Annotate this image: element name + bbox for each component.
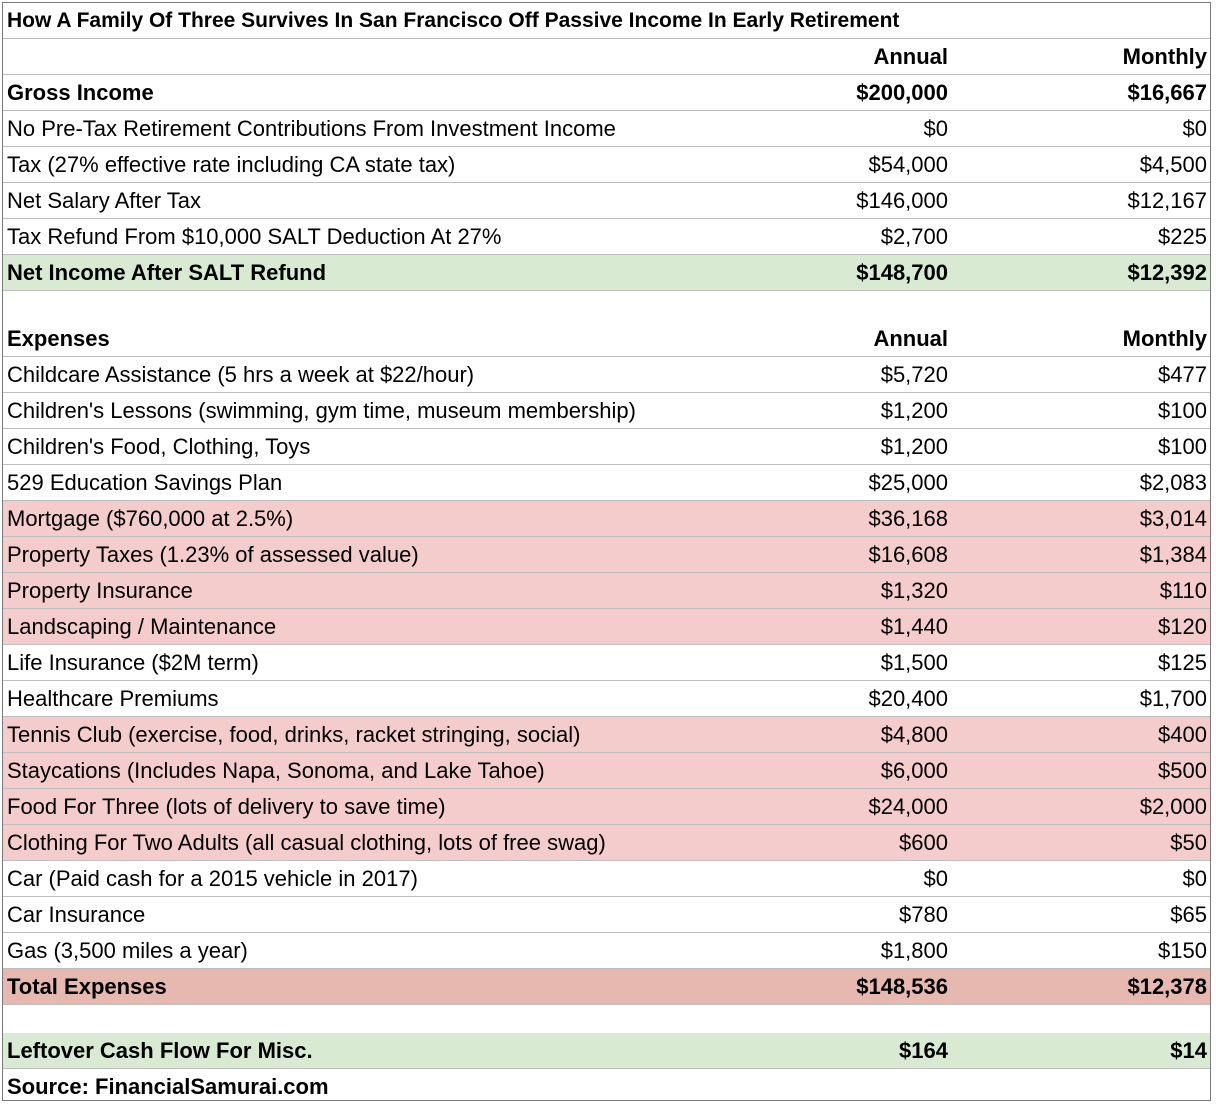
expense-monthly: $50 bbox=[1170, 830, 1207, 855]
expense-monthly: $100 bbox=[1158, 398, 1207, 423]
income-label: Tax (27% effective rate including CA state tax) bbox=[7, 152, 456, 177]
expense-annual: $16,608 bbox=[868, 542, 948, 567]
expense-annual: $25,000 bbox=[868, 470, 948, 495]
expense-row bbox=[3, 645, 1210, 681]
expense-row bbox=[3, 861, 1210, 897]
expense-annual: $0 bbox=[923, 866, 948, 891]
income-annual: $0 bbox=[923, 116, 948, 141]
expense-annual: $1,200 bbox=[880, 398, 948, 423]
expense-row bbox=[3, 429, 1210, 465]
income-label: Net Income After SALT Refund bbox=[7, 260, 327, 285]
expenses-header-row bbox=[3, 321, 1210, 357]
annual-header: Annual bbox=[873, 326, 948, 351]
income-annual: $146,000 bbox=[856, 188, 948, 213]
income-annual: $200,000 bbox=[856, 80, 948, 105]
source-note: Source: FinancialSamurai.com bbox=[7, 1074, 329, 1099]
income-label: Net Salary After Tax bbox=[7, 188, 202, 213]
expense-label: Property Taxes (1.23% of assessed value) bbox=[7, 542, 419, 567]
expense-row bbox=[3, 969, 1210, 1005]
expense-label: Mortgage ($760,000 at 2.5%) bbox=[7, 506, 294, 531]
expense-annual: $1,320 bbox=[880, 578, 948, 603]
expense-row bbox=[3, 681, 1210, 717]
income-row bbox=[3, 147, 1210, 183]
income-monthly: $0 bbox=[1182, 116, 1207, 141]
expense-annual: $6,000 bbox=[880, 758, 948, 783]
income-monthly: $12,392 bbox=[1127, 260, 1207, 285]
expense-monthly: $125 bbox=[1158, 650, 1207, 675]
expense-row bbox=[3, 789, 1210, 825]
income-monthly: $12,167 bbox=[1127, 188, 1207, 213]
income-monthly: $16,667 bbox=[1127, 80, 1207, 105]
income-row bbox=[3, 255, 1210, 291]
expense-annual: $1,800 bbox=[880, 938, 948, 963]
expense-row bbox=[3, 897, 1210, 933]
expense-label: Tennis Club (exercise, food, drinks, racket stringing, social) bbox=[7, 722, 581, 747]
expense-annual: $20,400 bbox=[868, 686, 948, 711]
expense-row bbox=[3, 825, 1210, 861]
income-label: No Pre-Tax Retirement Contributions From Investment Income bbox=[7, 116, 616, 141]
expense-annual: $4,800 bbox=[880, 722, 948, 747]
income-monthly: $225 bbox=[1158, 224, 1207, 249]
expense-label: Life Insurance ($2M term) bbox=[7, 650, 259, 675]
expense-label: Healthcare Premiums bbox=[7, 686, 219, 711]
leftover-row bbox=[3, 1033, 1210, 1069]
expense-row bbox=[3, 465, 1210, 501]
annual-header: Annual bbox=[873, 44, 948, 69]
budget-table bbox=[2, 2, 1211, 1101]
expense-label: Total Expenses bbox=[7, 974, 167, 999]
expense-monthly: $100 bbox=[1158, 434, 1207, 459]
expense-row bbox=[3, 393, 1210, 429]
expense-annual: $780 bbox=[899, 902, 948, 927]
expense-annual: $1,440 bbox=[880, 614, 948, 639]
expense-row bbox=[3, 933, 1210, 969]
income-row bbox=[3, 183, 1210, 219]
expense-row bbox=[3, 609, 1210, 645]
expense-row bbox=[3, 573, 1210, 609]
expense-monthly: $65 bbox=[1170, 902, 1207, 927]
expense-monthly: $400 bbox=[1158, 722, 1207, 747]
title-row bbox=[3, 3, 1210, 39]
expense-monthly: $3,014 bbox=[1139, 506, 1207, 531]
expense-monthly: $2,083 bbox=[1139, 470, 1207, 495]
expense-annual: $24,000 bbox=[868, 794, 948, 819]
expense-label: Children's Food, Clothing, Toys bbox=[7, 434, 311, 459]
expense-monthly: $2,000 bbox=[1139, 794, 1207, 819]
income-label: Tax Refund From $10,000 SALT Deduction At 27% bbox=[7, 224, 502, 249]
expense-row bbox=[3, 501, 1210, 537]
leftover-annual: $164 bbox=[899, 1038, 948, 1063]
income-row bbox=[3, 75, 1210, 111]
income-annual: $54,000 bbox=[868, 152, 948, 177]
expense-label: Car (Paid cash for a 2015 vehicle in 2017) bbox=[7, 866, 418, 891]
expense-monthly: $1,700 bbox=[1139, 686, 1207, 711]
expense-annual: $600 bbox=[899, 830, 948, 855]
source-row bbox=[3, 1069, 1210, 1105]
expense-label: Childcare Assistance (5 hrs a week at $22/hour) bbox=[7, 362, 475, 387]
expense-monthly: $12,378 bbox=[1127, 974, 1207, 999]
expense-label: Children's Lessons (swimming, gym time, museum membership) bbox=[7, 398, 636, 423]
expenses-header-label: Expenses bbox=[7, 326, 110, 351]
expense-label: Gas (3,500 miles a year) bbox=[7, 938, 248, 963]
expense-row bbox=[3, 537, 1210, 573]
expense-annual: $148,536 bbox=[856, 974, 948, 999]
expense-monthly: $0 bbox=[1182, 866, 1207, 891]
table-title: How A Family Of Three Survives In San Francisco Off Passive Income In Early Retirement bbox=[7, 9, 900, 32]
income-monthly: $4,500 bbox=[1139, 152, 1207, 177]
expense-label: Clothing For Two Adults (all casual clothing, lots of free swag) bbox=[7, 830, 606, 855]
expense-row bbox=[3, 753, 1210, 789]
expense-monthly: $500 bbox=[1158, 758, 1207, 783]
expense-annual: $1,200 bbox=[880, 434, 948, 459]
income-row bbox=[3, 219, 1210, 255]
expense-label: Landscaping / Maintenance bbox=[7, 614, 277, 639]
expense-monthly: $110 bbox=[1159, 578, 1207, 603]
income-header-row bbox=[3, 39, 1210, 75]
leftover-monthly: $14 bbox=[1170, 1038, 1207, 1063]
expense-annual: $36,168 bbox=[868, 506, 948, 531]
expense-label: Property Insurance bbox=[7, 578, 193, 603]
expense-annual: $1,500 bbox=[880, 650, 948, 675]
expense-label: Staycations (Includes Napa, Sonoma, and Lake Tahoe) bbox=[7, 758, 545, 783]
expense-label: Food For Three (lots of delivery to save time) bbox=[7, 794, 446, 819]
expense-label: Car Insurance bbox=[7, 902, 146, 927]
leftover-label: Leftover Cash Flow For Misc. bbox=[7, 1038, 313, 1063]
expense-monthly: $120 bbox=[1158, 614, 1207, 639]
monthly-header: Monthly bbox=[1122, 44, 1207, 69]
monthly-header: Monthly bbox=[1122, 326, 1207, 351]
expense-label: 529 Education Savings Plan bbox=[7, 470, 283, 495]
expense-monthly: $150 bbox=[1158, 938, 1207, 963]
income-label: Gross Income bbox=[7, 80, 154, 105]
income-annual: $2,700 bbox=[880, 224, 948, 249]
expense-row bbox=[3, 357, 1210, 393]
expense-row bbox=[3, 717, 1210, 753]
expense-monthly: $1,384 bbox=[1139, 542, 1207, 567]
income-annual: $148,700 bbox=[856, 260, 948, 285]
income-row bbox=[3, 111, 1210, 147]
expense-annual: $5,720 bbox=[880, 362, 948, 387]
expense-monthly: $477 bbox=[1158, 362, 1207, 387]
